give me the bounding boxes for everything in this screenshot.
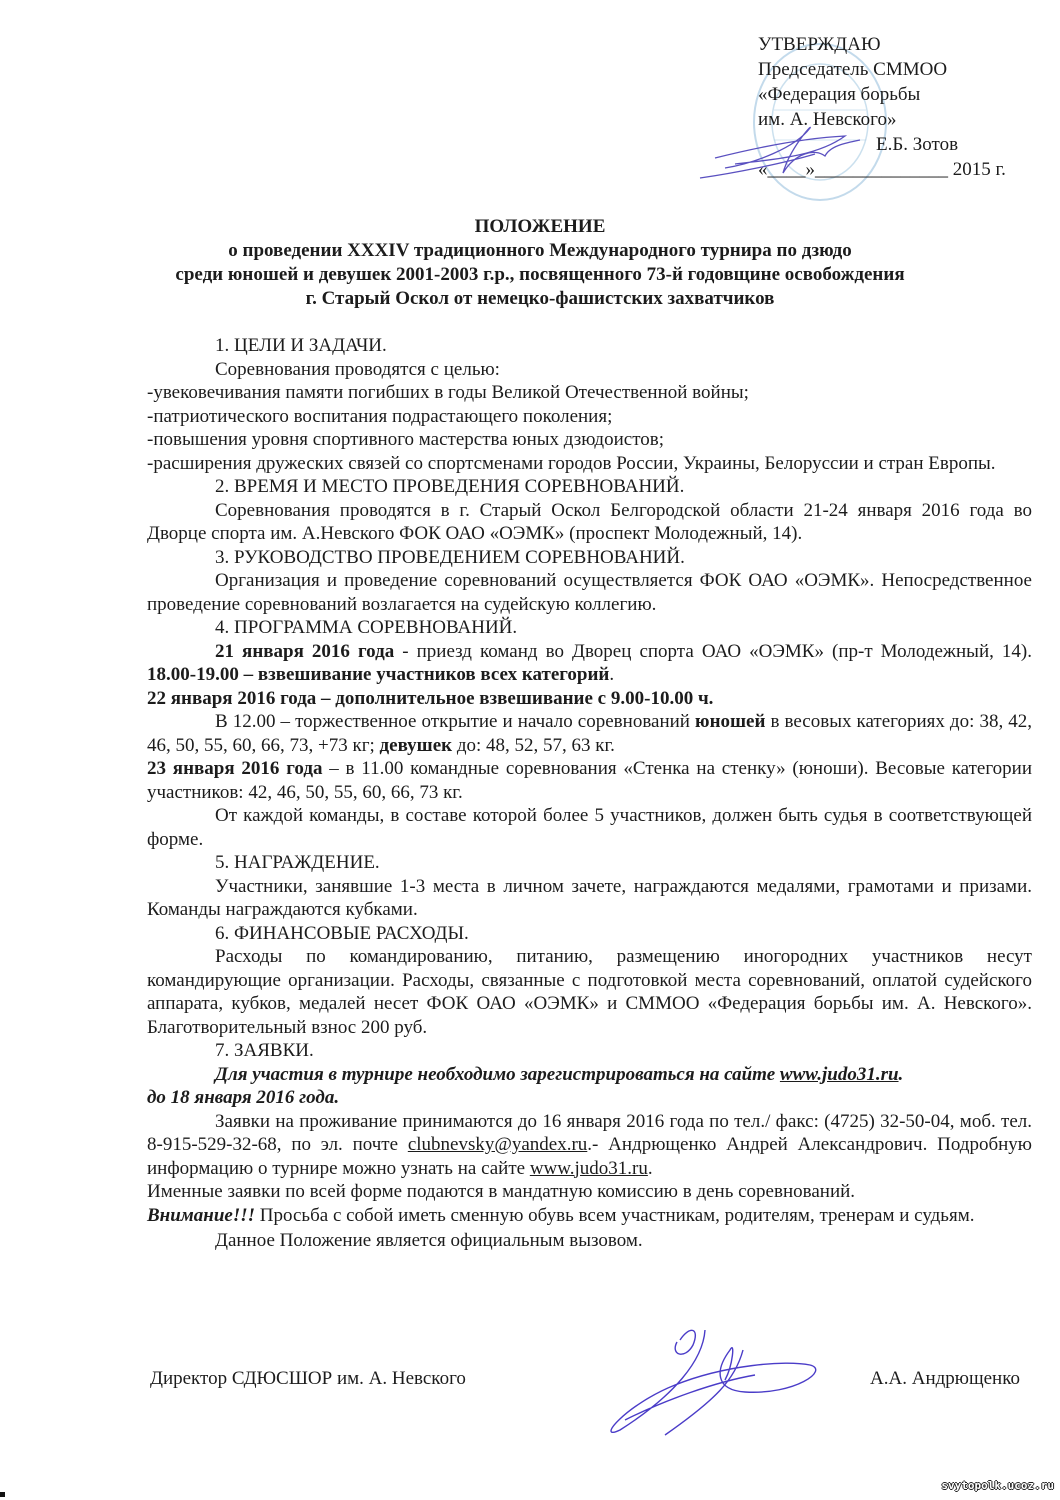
approval-position-line3: им. А. Невского» [758,109,897,130]
director-position: Директор СДЮСШОР им. А. Невского [150,1368,466,1389]
director-name: А.А. Андрющенко [870,1368,1020,1389]
opening-boys-categories: в весовых категориях до: 38, 42, 46, 50, 55, 60, 66, 73, +73 кг; [147,711,1033,756]
section-heading-time-place: 2. ВРЕМЯ И МЕСТО ПРОВЕДЕНИЯ СОРЕВНОВАНИЙ. [215,476,685,497]
section-heading-goals: 1. ЦЕЛИ И ЗАДАЧИ. [215,335,387,356]
day3-date: 23 января 2016 года [147,758,323,779]
section-heading-program: 4. ПРОГРАММА СОРЕВНОВАНИЙ. [215,617,518,638]
official-invitation: Данное Положение является официальным вызовом. [215,1230,643,1251]
title-line2: среди юношей и девушек 2001-2003 г.р., посвященного 73-й годовщине освобождения [175,264,905,285]
document-body [147,334,1032,1253]
approver-signature [695,118,875,188]
approval-position-line2: «Федерация борьбы [758,84,921,105]
program-day2: 22 января 2016 года – дополнительное взвешивание с 9.00-10.00 ч. [147,687,714,709]
registration-link[interactable]: www.judo31.ru [779,1063,899,1085]
registration-deadline: до 18 января 2016 года. [147,1087,340,1108]
section-heading-awards: 5. НАГРАЖДЕНИЕ. [215,852,380,873]
day1-end: . [609,664,615,685]
program-day3 [147,757,1032,804]
title-main: ПОЛОЖЕНИЕ [474,216,606,237]
registration-instruction: Для участия в турнире необходимо зарегистрироваться на сайте [215,1063,780,1085]
housing-end: . [647,1157,653,1179]
opening-girls: девушек [379,734,453,756]
section-heading-finance: 6. ФИНАНСОВЫЕ РАСХОДЫ. [215,922,469,944]
day3-text: – в 11.00 командные соревнования «Стенка на стенку» (юноши). Весовые категории участников: 42, 46, 50, 55, 60, 66, 73 кг. [147,758,1032,803]
goal-item: -расширения дружеских связей со спортсменами городов России, Украины, Белоруссии и стран Европы. [147,452,996,474]
opening-boys: юношей [695,711,766,732]
opening-girls-categories: до: 48, 52, 57, 63 кг. [452,734,615,756]
program-day1 [147,640,1032,687]
housing-intro: Заявки на проживание принимаются до 16 января 2016 года по тел./ факс: (4725) 32-50-04, моб. тел. 8-915-529-32-68, по эл. почте [147,1110,1032,1155]
opening-text: В 12.00 – торжественное открытие и начало соревнований [215,711,696,732]
site-watermark: svytopolk.ucoz.ru [941,1479,1054,1492]
program-opening [147,710,1032,757]
website-link[interactable]: www.judo31.ru [529,1157,648,1179]
approval-signatory: Е.Б. Зотов [876,134,959,155]
referee-requirement: От каждой команды, в составе которой более 5 участников, должен быть судья в соответствующей форме. [147,805,1032,850]
email-link[interactable]: clubnevsky@yandex.ru [407,1134,588,1155]
management-text: Организация и проведение соревнований осуществляется ФОК ОАО «ОЭМК». Непосредственное проведение соревнований возлагается на судейскую коллегию. [147,570,1032,615]
attention-label: Внимание!!! [147,1204,256,1226]
title-line3: г. Старый Оскол от немецко-фашистских захватчиков [305,288,775,309]
goals-intro: Соревнования проводятся с целью: [215,358,500,380]
signature-row [150,1368,1020,1398]
goal-item: -повышения уровня спортивного мастерства юных дзюдоистов; [147,429,664,450]
title-line1: о проведении XXXIV традиционного Международного турнира по дзюдо [228,240,852,261]
housing-text [147,1110,1032,1181]
day1-text: - приезд команд во Дворец спорта ОАО «ОЭМК» (пр-т Молодежный, 14). [394,640,1032,662]
approval-heading: УТВЕРЖДАЮ [758,34,881,55]
goal-item: -увековечивания памяти погибших в годы Великой Отечественной войны; [147,382,749,403]
registration-text [147,1063,1032,1087]
registration-dot: . [898,1063,904,1085]
finance-text: Расходы по командированию, питанию, размещению иногородних участников несут командирующие организации. Расходы, связанные с подготовкой места соревнований, оплатой судейского аппарата, кубков, медалей несет ФОК ОАО «ОЭМК» и СММОО «Федерация борьбы им. А. Невского». Благотворительный взнос 200 руб. [147,946,1032,1038]
goal-item: -патриотического воспитания подрастающего поколения; [147,405,613,427]
awards-text: Участники, занявшие 1-3 места в личном зачете, награждаются медалями, грамотами и призами. Команды награждаются кубками. [147,875,1032,920]
attention-note [147,1204,1032,1228]
document-title [120,215,960,311]
section-heading-applications: 7. ЗАЯВКИ. [215,1040,314,1061]
time-place-text: Соревнования проводятся в г. Старый Оскол Белгородской области 21-24 января 2016 года во Дворце спорта им. А.Невского ФОК ОАО «ОЭМК» (проспект Молодежный, 14). [147,499,1032,544]
day1-weigh-in: 18.00-19.00 – взвешивание участников всех категорий [147,664,610,685]
housing-contact: .- Андрющенко Андрей Александрович. Подробную информацию о турнире можно узнать на сайте [147,1134,1032,1179]
named-applications: Именные заявки по всей форме подаются в мандатную комиссию в день соревнований. [147,1181,856,1202]
approval-date-line: «____»______________ 2015 г. [758,159,1006,180]
day1-date: 21 января 2016 года [215,640,395,662]
attention-text: Просьба с собой иметь сменную обувь всем участникам, родителям, тренерам и судьям. [255,1204,975,1226]
approval-position-line1: Председатель СММОО [758,59,948,80]
scan-mark [0,1492,5,1497]
section-heading-management: 3. РУКОВОДСТВО ПРОВЕДЕНИЕМ СОРЕВНОВАНИЙ. [215,546,685,568]
